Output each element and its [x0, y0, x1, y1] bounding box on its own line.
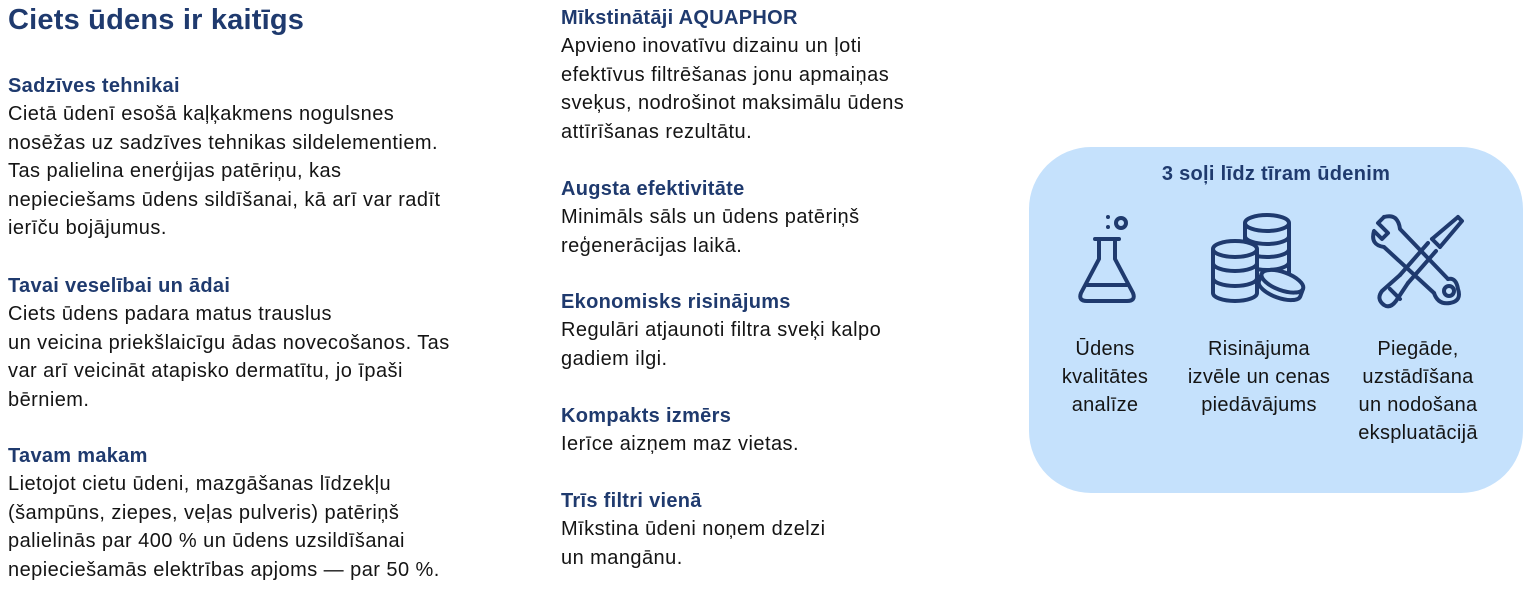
section-heading: Ekonomisks risinājums	[561, 291, 791, 313]
section-heading: Sadzīves tehnikai	[8, 75, 180, 97]
section-heading: Mīkstinātāji AQUAPHOR	[561, 7, 798, 29]
section-body: Cietā ūdenī esošā kaļķakmens nogulsnes nosēžas uz sadzīves tehnikas sildelementiem. Tas palielina enerģijas patēriņu, kas nepieciešams ūdens sildīšanai, kā arī var radīt ierīču bojājumus.	[8, 103, 441, 239]
section-heading: Tavam makam	[8, 445, 148, 467]
steps-title: 3 soļi līdz tīram ūdenim	[1161, 163, 1391, 185]
section-three-filters	[561, 487, 991, 572]
section-compact	[561, 402, 991, 459]
flask-icon	[1065, 213, 1145, 309]
section-body: Mīkstina ūdeni noņem dzelzi un mangānu.	[561, 518, 826, 569]
section-heading: Kompakts izmērs	[561, 405, 732, 427]
step-label: Piegāde, uzstādīšana un nodošana ekspluatācijā	[1358, 338, 1478, 444]
step-label: Ūdens kvalitātes analīze	[1061, 338, 1149, 416]
step-label: Risinājuma izvēle un cenas piedāvājums	[1187, 338, 1331, 416]
coins-icon	[1209, 213, 1309, 309]
section-body: Minimāls sāls un ūdens patēriņš reģenerācijas laikā.	[561, 206, 860, 257]
wrench-screwdriver-icon	[1370, 213, 1466, 309]
step-delivery	[1338, 213, 1498, 447]
section-body: Ierīce aizņem maz vietas.	[561, 433, 799, 455]
step-water-analysis	[1025, 213, 1185, 419]
section-health	[8, 272, 528, 414]
page-title: Ciets ūdens ir kaitīgs	[8, 4, 305, 36]
section-heading: Augsta efektivitāte	[561, 178, 745, 200]
section-body: Apvieno inovatīvu dizainu un ļoti efektīvus filtrēšanas jonu apmaiņas sveķus, nodrošinot maksimālu ūdens attīrīšanas rezultātu.	[561, 35, 905, 143]
section-appliances	[8, 72, 528, 243]
section-body: Lietojot cietu ūdeni, mazgāšanas līdzekļu (šampūns, ziepes, veļas pulveris) patēriņš palielinās par 400 % un ūdens uzsildīšanai nepieciešamās elektrības apjoms — par 50 %.	[8, 473, 440, 581]
section-body: Ciets ūdens padara matus trauslus un veicina priekšlaicīgu ādas novecošanos. Tas var arī veicināt atapisko dermatītu, jo īpaši bērniem.	[8, 303, 450, 411]
step-solution-offer	[1179, 213, 1339, 419]
section-wallet	[8, 442, 528, 584]
section-efficiency	[561, 175, 991, 260]
section-body: Regulāri atjaunoti filtra sveķi kalpo gadiem ilgi.	[561, 319, 882, 370]
section-economic	[561, 288, 991, 373]
steps-card	[1029, 147, 1523, 493]
section-heading: Tavai veselībai un ādai	[8, 275, 231, 297]
section-heading: Trīs filtri vienā	[561, 490, 702, 512]
section-aquaphor	[561, 4, 991, 146]
